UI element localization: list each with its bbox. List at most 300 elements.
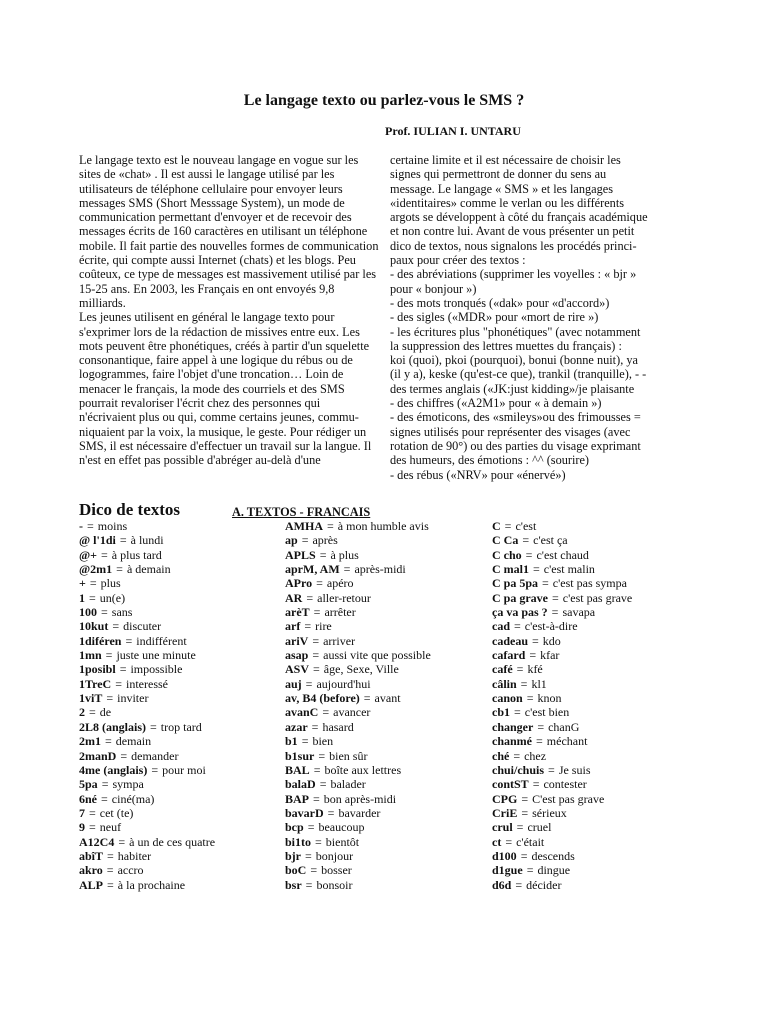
equals-sign: = bbox=[536, 734, 543, 749]
dico-entry bbox=[79, 619, 279, 633]
dico-entry bbox=[285, 720, 485, 734]
dico-entry bbox=[492, 806, 722, 820]
dico-entry bbox=[492, 562, 722, 576]
dico-meaning: C'est pas grave bbox=[532, 791, 605, 806]
dico-abbreviation: C Ca bbox=[492, 533, 519, 548]
equals-sign: = bbox=[101, 791, 108, 806]
dico-meaning: kfar bbox=[540, 648, 560, 663]
equals-sign: = bbox=[533, 562, 540, 577]
intro-line: paux pour créer des textos : bbox=[390, 253, 526, 268]
dico-abbreviation: akro bbox=[79, 863, 103, 878]
dico-entry bbox=[492, 591, 722, 605]
dico-meaning: décider bbox=[526, 877, 562, 892]
dico-entry bbox=[79, 691, 279, 705]
dico-abbreviation: 100 bbox=[79, 605, 97, 620]
dico-meaning: inviter bbox=[117, 691, 149, 706]
intro-line: - des rébus («NRV» pour «énervé») bbox=[390, 467, 566, 482]
dico-meaning: hasard bbox=[322, 719, 354, 734]
dico-entry bbox=[79, 519, 279, 533]
dico-abbreviation: 5pa bbox=[79, 777, 98, 792]
equals-sign: = bbox=[101, 605, 108, 620]
equals-sign: = bbox=[516, 662, 524, 677]
dico-abbreviation: ALP bbox=[79, 877, 103, 892]
equals-sign: = bbox=[542, 576, 549, 591]
intro-line: certaine limite et il est nécessaire de choisir les bbox=[390, 153, 621, 167]
dico-entry bbox=[285, 863, 485, 877]
equals-sign: = bbox=[520, 848, 528, 863]
equals-sign: = bbox=[322, 705, 330, 720]
dico-abbreviation: ASV bbox=[285, 662, 310, 677]
equals-sign: = bbox=[522, 533, 530, 548]
dico-abbreviation: crul bbox=[492, 820, 513, 835]
dico-entry bbox=[492, 648, 722, 662]
dico-meaning: sérieux bbox=[532, 805, 567, 820]
dico-entry bbox=[492, 835, 722, 849]
dico-abbreviation: ct bbox=[492, 834, 502, 849]
dico-entry bbox=[492, 519, 722, 533]
dico-entry bbox=[285, 792, 485, 806]
dico-entry bbox=[79, 634, 279, 648]
equals-sign: = bbox=[89, 576, 97, 591]
dico-meaning: bien sûr bbox=[329, 748, 368, 763]
dico-abbreviation: balaD bbox=[285, 777, 316, 792]
dico-entry bbox=[79, 533, 279, 547]
equals-sign: = bbox=[319, 777, 327, 792]
dico-meaning: juste une minute bbox=[116, 648, 196, 663]
dico-entry bbox=[492, 691, 722, 705]
dico-meaning: c'est-à-dire bbox=[524, 619, 578, 634]
dico-entry bbox=[492, 619, 722, 633]
dico-abbreviation: canon bbox=[492, 691, 523, 706]
equals-sign: = bbox=[525, 547, 533, 562]
dico-entry bbox=[285, 878, 485, 892]
dico-abbreviation: C pa grave bbox=[492, 590, 548, 605]
intro-line: des termes anglais («JK:just kidding»/je plaisante bbox=[390, 381, 635, 396]
dico-abbreviation: APLS bbox=[285, 547, 316, 562]
dico-entry bbox=[285, 648, 485, 662]
equals-sign: = bbox=[313, 791, 320, 806]
intro-line: la suppression des lettres muettes du français) : bbox=[390, 338, 622, 353]
equals-sign: = bbox=[319, 547, 327, 562]
section-title: A. TEXTOS - FRANCAIS bbox=[232, 505, 371, 519]
equals-sign: = bbox=[521, 805, 529, 820]
intro-line: - des sigles («MDR» pour «mort de rire ») bbox=[390, 310, 599, 325]
dico-meaning: ciné(ma) bbox=[111, 791, 155, 806]
equals-sign: = bbox=[304, 619, 312, 634]
dico-meaning: sans bbox=[111, 605, 133, 620]
dico-meaning: rire bbox=[315, 619, 332, 634]
dico-abbreviation: 1mn bbox=[79, 648, 102, 663]
equals-sign: = bbox=[312, 648, 320, 663]
dico-entry bbox=[492, 749, 722, 763]
dico-meaning: impossible bbox=[130, 662, 183, 677]
equals-sign: = bbox=[105, 648, 113, 663]
dico-abbreviation: 4me (anglais) bbox=[79, 762, 148, 777]
dico-abbreviation: avanC bbox=[285, 705, 319, 720]
dico-entry bbox=[79, 720, 279, 734]
document-title: Le langage texto ou parlez-vous le SMS ? bbox=[243, 92, 525, 109]
dico-meaning: boîte aux lettres bbox=[324, 762, 402, 777]
dico-entry bbox=[79, 820, 279, 834]
equals-sign: = bbox=[520, 676, 528, 691]
equals-sign: = bbox=[311, 719, 319, 734]
equals-sign: = bbox=[301, 533, 309, 548]
dico-meaning: trop tard bbox=[160, 719, 202, 734]
intro-line: rotation de 90°) ou des parties du visage exprimant bbox=[390, 438, 641, 453]
dico-meaning: c'est bien bbox=[524, 705, 570, 720]
dico-entry bbox=[285, 677, 485, 691]
dico-entry bbox=[79, 662, 279, 676]
dico-meaning: c'est ça bbox=[533, 533, 568, 548]
dico-meaning: neuf bbox=[99, 820, 122, 835]
dico-entry bbox=[285, 705, 485, 719]
dico-abbreviation: d6d bbox=[492, 877, 512, 892]
equals-sign: = bbox=[89, 705, 96, 720]
dico-meaning: c'est bbox=[515, 519, 537, 533]
dico-entry bbox=[492, 777, 722, 791]
dico-meaning: à lundi bbox=[130, 533, 164, 548]
dico-meaning: accro bbox=[117, 863, 144, 878]
dico-entry bbox=[79, 648, 279, 662]
equals-sign: = bbox=[515, 877, 523, 892]
intro-line: - des abréviations (supprimer les voyelles : « bjr » bbox=[390, 267, 637, 282]
equals-sign: = bbox=[115, 676, 122, 691]
dico-meaning: contester bbox=[543, 777, 587, 792]
dico-entry bbox=[285, 777, 485, 791]
equals-sign: = bbox=[363, 691, 371, 706]
equals-sign: = bbox=[305, 676, 313, 691]
dico-abbreviation: 1TreC bbox=[79, 676, 112, 691]
intro-line: dico de textos, nous signalons les procédés princi- bbox=[390, 238, 637, 253]
equals-sign: = bbox=[537, 719, 545, 734]
equals-sign: = bbox=[89, 590, 96, 605]
equals-sign: = bbox=[504, 519, 512, 533]
dico-meaning: c'est malin bbox=[543, 562, 595, 577]
equals-sign: = bbox=[305, 877, 313, 892]
dico-meaning: après-midi bbox=[354, 562, 406, 577]
dico-meaning: âge, Sexe, Ville bbox=[323, 662, 399, 677]
intro-column-left bbox=[79, 153, 379, 468]
equals-sign: = bbox=[514, 705, 521, 720]
equals-sign: = bbox=[120, 748, 128, 763]
dico-entry bbox=[285, 548, 485, 562]
dico-abbreviation: b1sur bbox=[285, 748, 315, 763]
dico-meaning: knon bbox=[537, 691, 562, 706]
dico-meaning: à demain bbox=[126, 562, 171, 577]
dico-abbreviation: câlin bbox=[492, 676, 517, 691]
intro-line: argots se développent à côté du français académique bbox=[390, 210, 648, 225]
dico-abbreviation: ché bbox=[492, 748, 510, 763]
dico-meaning: kfé bbox=[527, 662, 543, 677]
dico-entry bbox=[492, 662, 722, 676]
dico-entry bbox=[285, 576, 485, 590]
dico-meaning: arrêter bbox=[324, 605, 356, 620]
dico-meaning: c'est pas grave bbox=[562, 590, 633, 605]
equals-sign: = bbox=[532, 777, 540, 792]
dico-entry bbox=[492, 705, 722, 719]
dico-entry bbox=[492, 720, 722, 734]
dico-abbreviation: 9 bbox=[79, 820, 85, 835]
dico-meaning: sympa bbox=[112, 777, 144, 792]
dico-entry bbox=[79, 677, 279, 691]
dico-entry bbox=[285, 662, 485, 676]
dico-meaning: cruel bbox=[527, 820, 552, 835]
dico-meaning: bavarder bbox=[338, 805, 381, 820]
dico-abbreviation: BAP bbox=[285, 791, 309, 806]
dico-abbreviation: CriE bbox=[492, 805, 518, 820]
dico-meaning: bosser bbox=[321, 863, 352, 878]
dico-abbreviation: contST bbox=[492, 777, 529, 792]
equals-sign: = bbox=[116, 562, 123, 577]
equals-sign: = bbox=[551, 605, 559, 620]
dico-entry bbox=[79, 749, 279, 763]
equals-sign: = bbox=[505, 834, 513, 849]
dico-meaning: bon après-midi bbox=[323, 791, 397, 806]
intro-line: - des chiffres («A2M1» pour « à demain ») bbox=[390, 396, 602, 411]
equals-sign: = bbox=[87, 519, 94, 533]
dico-meaning: plus bbox=[100, 576, 121, 591]
dico-column-3 bbox=[492, 519, 722, 892]
dico-meaning: bonjour bbox=[315, 848, 354, 863]
dico-meaning: avant bbox=[374, 691, 401, 706]
dico-meaning: interessé bbox=[126, 676, 168, 691]
dico-abbreviation: ça va pas ? bbox=[492, 605, 548, 620]
dico-entry bbox=[492, 792, 722, 806]
dico-meaning: aujourd'hui bbox=[316, 676, 371, 691]
dico-abbreviation: 6né bbox=[79, 791, 97, 806]
dico-abbreviation: BAL bbox=[285, 762, 310, 777]
dico-entry bbox=[285, 591, 485, 605]
dico-entry bbox=[79, 591, 279, 605]
dico-meaning: avancer bbox=[333, 705, 371, 720]
author-name: Prof. IULIAN I. UNTARU bbox=[385, 124, 521, 138]
intro-line: - les écritures plus "phonétiques" (avec notamment bbox=[390, 324, 641, 339]
dico-abbreviation: cad bbox=[492, 619, 510, 634]
dico-entry bbox=[285, 749, 485, 763]
dico-meaning: à plus bbox=[330, 547, 359, 562]
dico-meaning: demander bbox=[131, 748, 179, 763]
dico-entry bbox=[79, 849, 279, 863]
equals-sign: = bbox=[343, 562, 351, 577]
dico-meaning: beaucoup bbox=[318, 820, 365, 835]
dico-entry bbox=[285, 734, 485, 748]
dico-meaning: c'est pas sympa bbox=[552, 576, 627, 591]
equals-sign: = bbox=[315, 834, 322, 849]
dico-abbreviation: 1viT bbox=[79, 691, 103, 706]
equals-sign: = bbox=[516, 820, 524, 835]
dico-abbreviation: av, B4 (before) bbox=[285, 691, 360, 706]
equals-sign: = bbox=[119, 533, 127, 548]
dico-abbreviation: auj bbox=[285, 676, 302, 691]
dico-meaning: demain bbox=[115, 734, 152, 749]
equals-sign: = bbox=[105, 734, 112, 749]
intro-line: et non contre lui. Avant de vous présenter un petit bbox=[390, 224, 635, 239]
dico-abbreviation: 2L8 (anglais) bbox=[79, 719, 147, 734]
dico-abbreviation: arf bbox=[285, 619, 301, 634]
equals-sign: = bbox=[312, 633, 320, 648]
equals-sign: = bbox=[89, 805, 96, 820]
equals-sign: = bbox=[305, 848, 312, 863]
dico-meaning: cet (te) bbox=[99, 805, 134, 820]
equals-sign: = bbox=[313, 762, 321, 777]
equals-sign: = bbox=[101, 777, 109, 792]
dico-meaning: chez bbox=[524, 748, 547, 763]
dico-meaning: indifférent bbox=[136, 633, 187, 648]
dico-meaning: aller-retour bbox=[317, 590, 371, 605]
dico-abbreviation: aprM, AM bbox=[285, 562, 340, 577]
dico-entry bbox=[492, 849, 722, 863]
dico-abbreviation: 2m1 bbox=[79, 734, 101, 749]
intro-line: - des émoticons, des «smileys»ou des frimousses = bbox=[390, 410, 641, 425]
dico-meaning: de bbox=[99, 705, 112, 720]
dico-meaning: c'est chaud bbox=[536, 547, 589, 562]
equals-sign: = bbox=[514, 619, 521, 634]
dico-meaning: savapa bbox=[562, 605, 596, 620]
dico-entry bbox=[492, 763, 722, 777]
dico-meaning: après bbox=[312, 533, 338, 548]
equals-sign: = bbox=[327, 805, 335, 820]
dico-abbreviation: C mal1 bbox=[492, 562, 529, 577]
dico-abbreviation: C bbox=[492, 519, 501, 533]
equals-sign: = bbox=[327, 519, 334, 533]
dico-entry bbox=[285, 519, 485, 533]
dico-meaning: balader bbox=[330, 777, 366, 792]
dico-abbreviation: cafard bbox=[492, 648, 526, 663]
dico-column-2 bbox=[285, 519, 485, 892]
dico-abbreviation: bi1to bbox=[285, 834, 312, 849]
equals-sign: = bbox=[526, 863, 534, 878]
dico-entry bbox=[492, 677, 722, 691]
dico-entry bbox=[79, 734, 279, 748]
dico-entry bbox=[79, 863, 279, 877]
dico-meaning: habiter bbox=[117, 848, 152, 863]
intro-line: des humeurs, des émotions : ^^ (sourire) bbox=[390, 453, 590, 468]
dico-entry bbox=[492, 533, 722, 547]
dico-entry bbox=[492, 878, 722, 892]
dico-meaning: à plus tard bbox=[111, 547, 162, 562]
dico-entry bbox=[79, 835, 279, 849]
dico-abbreviation: cb1 bbox=[492, 705, 510, 720]
dico-abbreviation: C pa 5pa bbox=[492, 576, 539, 591]
dico-entry bbox=[285, 763, 485, 777]
equals-sign: = bbox=[529, 648, 537, 663]
intro-line: signes utilisés pour représenter des visages (avec bbox=[390, 424, 631, 439]
equals-sign: = bbox=[313, 662, 320, 677]
dico-abbreviation: - bbox=[79, 519, 83, 533]
dico-meaning: aussi vite que possible bbox=[323, 648, 431, 663]
dico-meaning: descends bbox=[531, 848, 575, 863]
dico-abbreviation: 1posibl bbox=[79, 662, 116, 677]
dico-entry bbox=[285, 605, 485, 619]
dico-entry bbox=[79, 763, 279, 777]
dico-meaning: méchant bbox=[546, 734, 588, 749]
equals-sign: = bbox=[89, 820, 96, 835]
dico-meaning: un(e) bbox=[99, 590, 126, 605]
dico-abbreviation: d1gue bbox=[492, 863, 523, 878]
dico-abbreviation: 1 bbox=[79, 590, 85, 605]
dico-abbreviation: bavarD bbox=[285, 805, 324, 820]
intro-line: koi (quoi), pkoi (pourquoi), bonui (bonne nuit), ya bbox=[390, 353, 638, 368]
equals-sign: = bbox=[301, 734, 309, 749]
equals-sign: = bbox=[125, 633, 133, 648]
intro-line: signes qui permettront de donner du sens au bbox=[390, 167, 607, 182]
equals-sign: = bbox=[306, 590, 314, 605]
dico-entry bbox=[492, 605, 722, 619]
dico-abbreviation: asap bbox=[285, 648, 309, 663]
dico-abbreviation: @+ bbox=[79, 547, 97, 562]
dico-meaning: Je suis bbox=[558, 762, 591, 777]
dico-abbreviation: bjr bbox=[285, 848, 301, 863]
dico-abbreviation: cadeau bbox=[492, 633, 528, 648]
dico-meaning: à un de ces quatre bbox=[129, 834, 216, 849]
dico-meaning: bientôt bbox=[325, 834, 360, 849]
intro-line: «identitaires» comme le verlan ou les différents bbox=[390, 195, 625, 210]
equals-sign: = bbox=[313, 605, 321, 620]
dico-entry bbox=[79, 548, 279, 562]
dico-entry bbox=[492, 576, 722, 590]
equals-sign: = bbox=[521, 791, 529, 806]
equals-sign: = bbox=[307, 820, 315, 835]
dico-abbreviation: A12C4 bbox=[79, 834, 115, 849]
equals-sign: = bbox=[318, 748, 326, 763]
dico-abbreviation: changer bbox=[492, 719, 534, 734]
equals-sign: = bbox=[101, 547, 108, 562]
dico-abbreviation: AR bbox=[285, 590, 303, 605]
dico-abbreviation: APro bbox=[285, 576, 313, 591]
equals-sign: = bbox=[106, 863, 114, 878]
dico-meaning: bonsoir bbox=[316, 877, 353, 892]
dico-meaning: arriver bbox=[323, 633, 356, 648]
dico-abbreviation: + bbox=[79, 576, 86, 591]
equals-sign: = bbox=[106, 691, 114, 706]
intro-line: message. Le langage « SMS » et les langages bbox=[390, 181, 613, 196]
equals-sign: = bbox=[526, 691, 534, 706]
dico-meaning: à mon humble avis bbox=[337, 519, 429, 533]
equals-sign: = bbox=[548, 762, 555, 777]
dico-abbreviation: AMHA bbox=[285, 519, 323, 533]
dico-abbreviation: d100 bbox=[492, 848, 517, 863]
intro-line: (il y a), keske (qu'est-ce que), trankil (tranquille), - - bbox=[390, 367, 647, 382]
dico-abbreviation: @ l'1di bbox=[79, 533, 116, 548]
equals-sign: = bbox=[107, 848, 114, 863]
dico-entry bbox=[285, 634, 485, 648]
equals-sign: = bbox=[513, 748, 521, 763]
dico-abbreviation: bcp bbox=[285, 820, 304, 835]
dico-abbreviation: arèT bbox=[285, 605, 310, 620]
intro-paragraph-2: Les jeunes utilisent en général le langage texto pour s'exprimer lors de la rédaction de missives entre eux. Les mots peuvent être phonétiques, créés à partir d'un squelette consonantique, faire appel à une logique du rébus ou de logogrammes, faire l'objet d'une troncation… Loin de menacer le français, la mode des courriels et des SMS pourrait revaloriser l'écrit chez des personnes qui n'écrivaient plus ou qui, comme certains jeunes, commu-niquaient par la voix, la musique, le geste. Pour rédiger un SMS, il est nécessaire d'effectuer un travail sur la langue. Il n'est en effet pas possible d'abréger au-delà d'une bbox=[79, 310, 372, 468]
equals-sign: = bbox=[552, 590, 559, 605]
dico-entry bbox=[285, 806, 485, 820]
intro-line: - des mots tronqués («dak» pour «d'accord») bbox=[390, 295, 610, 310]
dico-entry bbox=[285, 533, 485, 547]
equals-sign: = bbox=[107, 877, 114, 892]
dico-abbreviation: chui/chuis bbox=[492, 762, 545, 777]
equals-sign: = bbox=[316, 576, 323, 591]
dico-entry bbox=[79, 792, 279, 806]
dico-abbreviation: b1 bbox=[285, 734, 298, 749]
equals-sign: = bbox=[532, 633, 539, 648]
dico-abbreviation: 7 bbox=[79, 805, 85, 820]
dico-entry bbox=[79, 705, 279, 719]
dico-entry bbox=[285, 849, 485, 863]
dico-meaning: chanG bbox=[548, 719, 580, 734]
dico-meaning: c'était bbox=[516, 834, 545, 849]
dico-entry bbox=[79, 878, 279, 892]
dico-meaning: pour moi bbox=[162, 762, 206, 777]
dico-meaning: kl1 bbox=[531, 676, 547, 691]
dico-meaning: apéro bbox=[326, 576, 354, 591]
intro-column-right bbox=[390, 153, 708, 482]
